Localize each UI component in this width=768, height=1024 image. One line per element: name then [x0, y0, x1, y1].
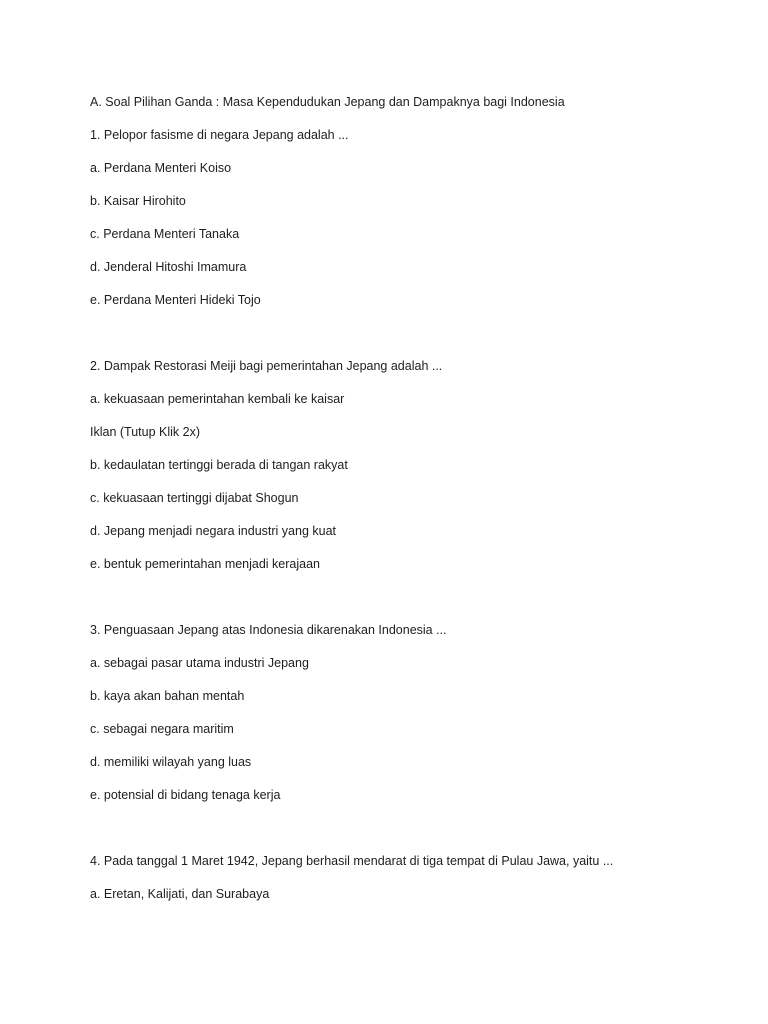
- question-1: 1. Pelopor fasisme di negara Jepang adalah ...: [90, 128, 349, 142]
- option: d. memiliki wilayah yang luas: [90, 755, 252, 769]
- option: a. sebagai pasar utama industri Jepang: [90, 656, 309, 670]
- document-page: [90, 86, 730, 911]
- option: b. kaya akan bahan mentah: [90, 689, 245, 703]
- option: a. Eretan, Kalijati, dan Surabaya: [90, 887, 270, 901]
- option: d. Jepang menjadi negara industri yang kuat: [90, 524, 336, 538]
- option: c. kekuasaan tertinggi dijabat Shogun: [90, 491, 299, 505]
- option: a. Perdana Menteri Koiso: [90, 161, 232, 175]
- option: e. Perdana Menteri Hideki Tojo: [90, 293, 261, 307]
- spacer: [90, 812, 730, 845]
- option: b. Kaisar Hirohito: [90, 194, 186, 208]
- section-heading: A. Soal Pilihan Ganda : Masa Kependudukan Jepang dan Dampaknya bagi Indonesia: [90, 95, 565, 109]
- option: c. sebagai negara maritim: [90, 722, 234, 736]
- ad-close-link[interactable]: Iklan (Tutup Klik 2x): [90, 425, 200, 439]
- question-3: 3. Penguasaan Jepang atas Indonesia dikarenakan Indonesia ...: [90, 623, 447, 637]
- spacer: [90, 317, 730, 350]
- option: a. kekuasaan pemerintahan kembali ke kaisar: [90, 392, 345, 406]
- option: b. kedaulatan tertinggi berada di tangan rakyat: [90, 458, 348, 472]
- question-2: 2. Dampak Restorasi Meiji bagi pemerintahan Jepang adalah ...: [90, 359, 443, 373]
- option: e. potensial di bidang tenaga kerja: [90, 788, 281, 802]
- spacer: [90, 581, 730, 614]
- question-4: 4. Pada tanggal 1 Maret 1942, Jepang berhasil mendarat di tiga tempat di Pulau Jawa, yaitu ...: [90, 854, 614, 868]
- option: c. Perdana Menteri Tanaka: [90, 227, 240, 241]
- option: e. bentuk pemerintahan menjadi kerajaan: [90, 557, 321, 571]
- option: d. Jenderal Hitoshi Imamura: [90, 260, 247, 274]
